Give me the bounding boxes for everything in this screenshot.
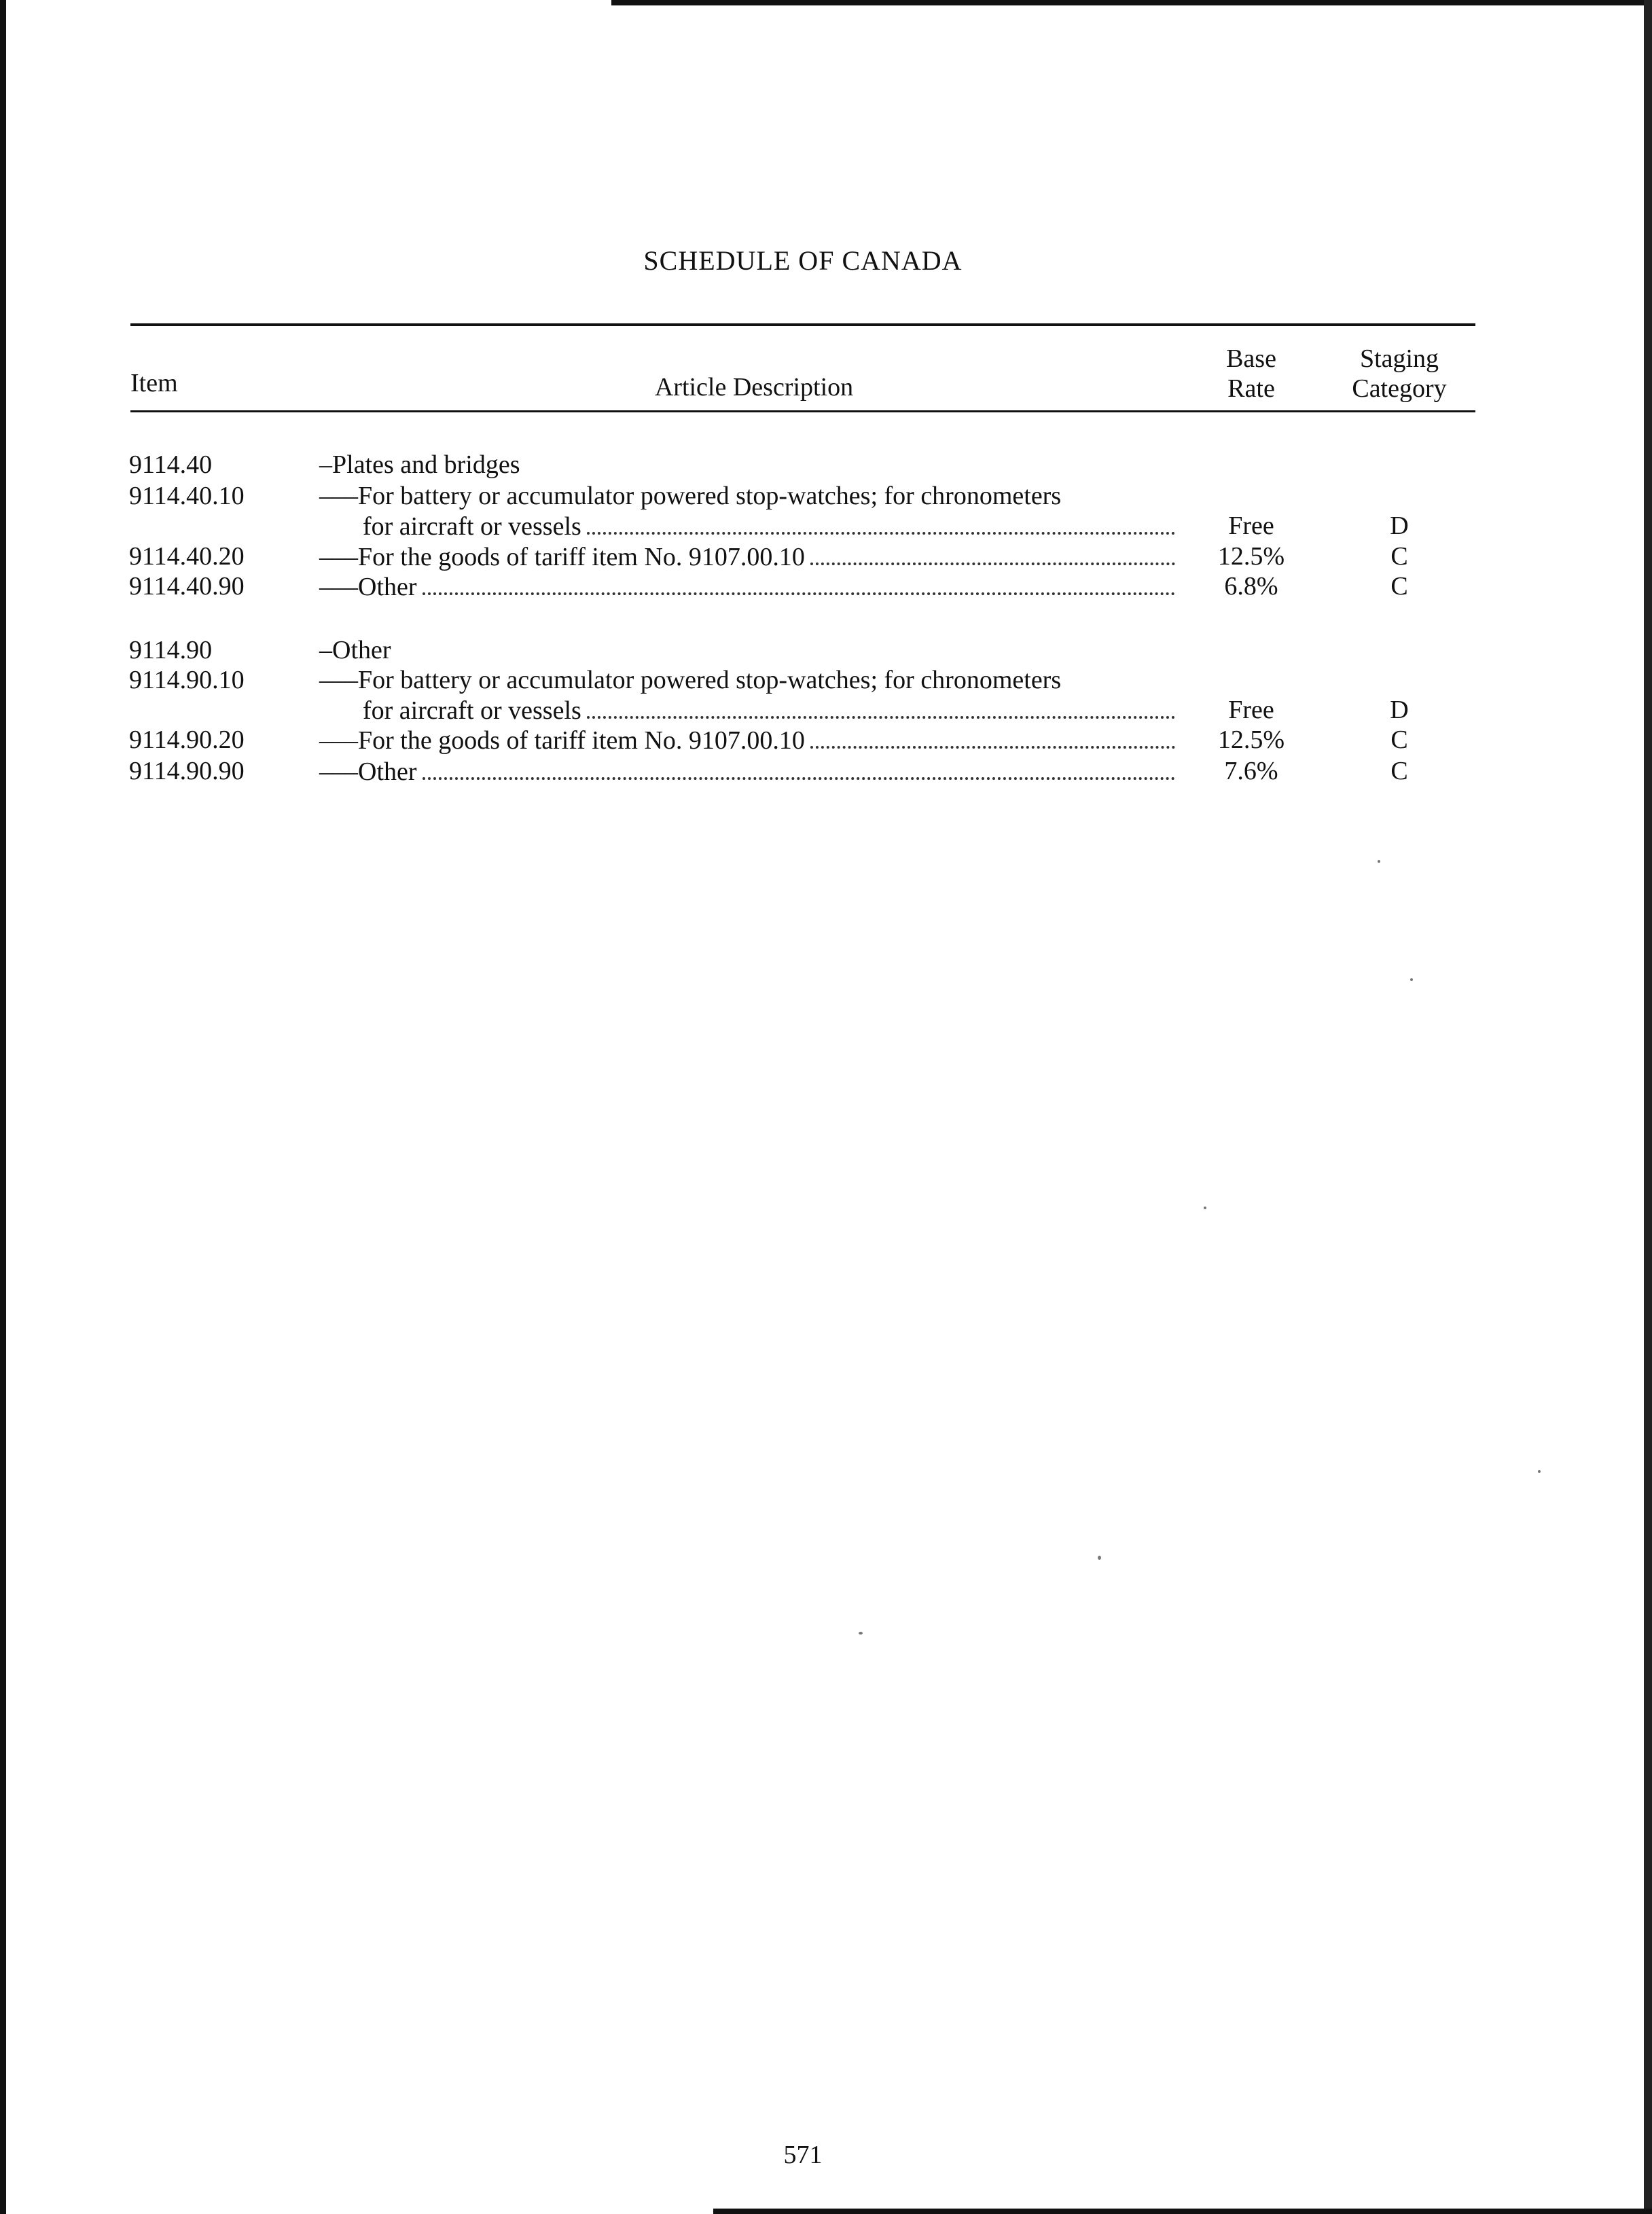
scan-speck [1204,1207,1206,1209]
row-description: –––Other [319,573,417,601]
dot-leader [587,510,1175,535]
row-description-continuation: for aircraft or vessels [363,512,581,541]
table-row [0,664,1652,696]
row-item-code: 9114.40 [129,450,213,479]
header-staging-category [1331,344,1467,404]
scan-border-bottom [713,2209,1652,2214]
scan-speck [1538,1470,1541,1473]
row-base-rate: 6.8% [1224,572,1278,601]
table-row [0,480,1652,512]
scan-speck [1098,1556,1101,1560]
row-description-leader [363,510,1178,542]
row-staging-category: C [1390,757,1408,785]
row-staging-category: D [1390,696,1409,724]
row-description: –Plates and bridges [319,450,520,479]
scan-border-right [1644,0,1652,2214]
row-item-code: 9114.40.90 [129,572,245,601]
row-item-code: 9114.90 [129,636,213,664]
row-description-leader [319,571,1178,603]
dot-leader [810,724,1175,749]
header-base-rate [1190,344,1312,404]
header-article-description: Article Description [654,373,854,401]
header-staging-category-line2: Category [1352,374,1447,403]
row-item-code: 9114.90.20 [129,726,245,754]
row-description: –––For battery or accumulator powered stop-watches; for chronometers [319,482,1062,510]
table-row [0,724,1652,755]
table-row [0,755,1652,787]
row-item-code: 9114.40.10 [129,482,245,510]
dot-leader [810,541,1175,565]
row-description: –Other [319,636,391,664]
table-row [0,449,1652,480]
row-description: –––For the goods of tariff item No. 9107.00.10 [319,726,805,755]
table-header-rule [130,410,1475,412]
row-staging-category: C [1390,726,1408,754]
scan-speck [1378,860,1380,863]
dot-leader [587,694,1175,719]
dot-leader [423,571,1175,595]
row-staging-category: C [1390,542,1408,571]
row-description: –––Other [319,757,417,786]
row-base-rate: Free [1228,512,1274,540]
page-title: SCHEDULE OF CANADA [643,245,963,276]
header-item: Item [130,369,178,397]
row-item-code: 9114.40.20 [129,542,245,571]
row-base-rate: Free [1228,696,1274,724]
header-base-rate-line1: Base [1226,344,1276,373]
row-staging-category: C [1390,572,1408,601]
scan-speck [859,1632,863,1635]
scan-border-left [0,0,6,2214]
row-base-rate: 12.5% [1217,726,1285,754]
row-description-leader [319,755,1178,787]
scan-speck [1410,978,1413,981]
row-description-leader [319,724,1178,756]
row-description: –––For battery or accumulator powered stop-watches; for chronometers [319,666,1062,694]
table-row-continuation [0,510,1652,541]
row-base-rate: 7.6% [1224,757,1278,785]
table-row-continuation [0,694,1652,726]
row-description-leader [319,541,1178,573]
header-staging-category-line1: Staging [1359,344,1439,373]
row-staging-category: D [1390,512,1409,540]
row-description: –––For the goods of tariff item No. 9107.00.10 [319,543,805,571]
scan-border-top [611,0,1652,5]
table-top-rule [130,323,1475,326]
row-description-continuation: for aircraft or vessels [363,696,581,725]
table-row [0,571,1652,602]
header-base-rate-line2: Rate [1227,374,1275,403]
table-row [0,541,1652,572]
table-row [0,635,1652,666]
row-item-code: 9114.90.90 [129,757,245,785]
row-description-leader [363,694,1178,726]
page-number: 571 [783,2141,823,2169]
row-item-code: 9114.90.10 [129,666,245,694]
row-base-rate: 12.5% [1217,542,1285,571]
dot-leader [423,755,1175,780]
